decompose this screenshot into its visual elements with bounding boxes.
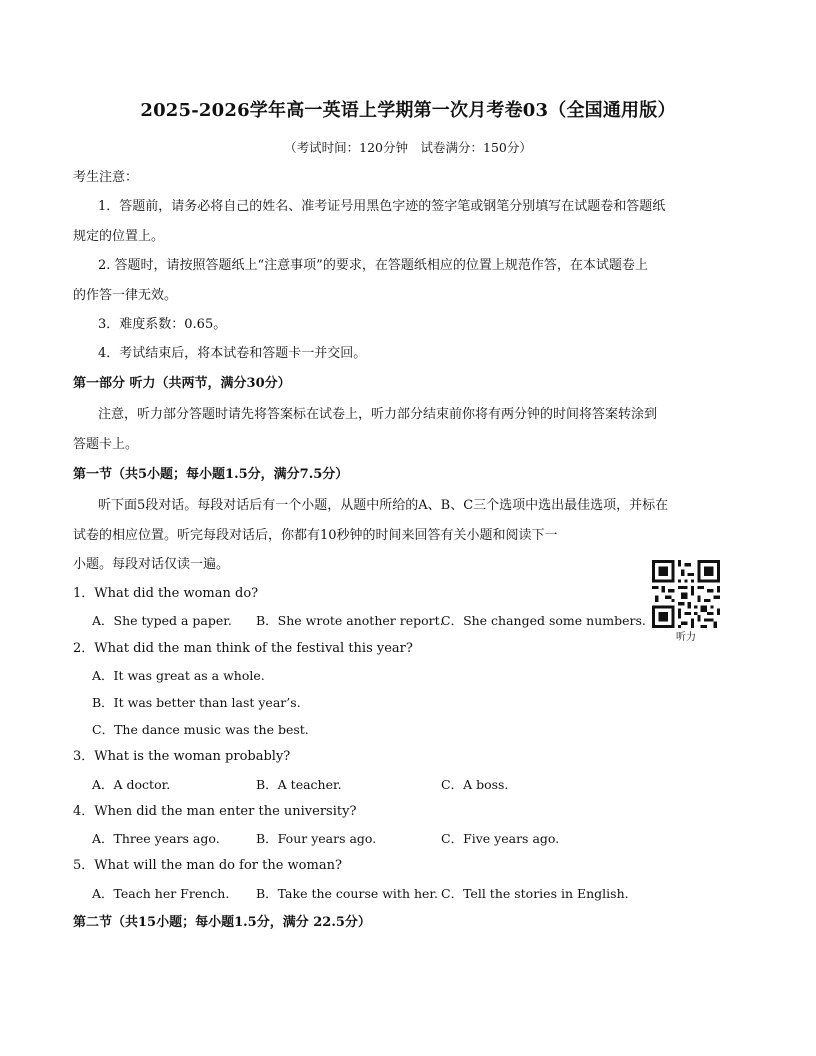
q1-option-a: A．She typed a paper.: [92, 613, 232, 628]
notice-item-1-line-1: 1．答题前，请务必将自己的姓名、准考证号用黑色字迹的签字笔或钢笔分别填写在试题卷和答题纸: [98, 199, 666, 214]
q4-option-a: A．Three years ago.: [92, 831, 220, 846]
question-5: 5．What will the man do for the woman?: [73, 858, 342, 873]
notice-item-2-line-2: 的作答一律无效。: [73, 288, 178, 303]
q5-option-a: A．Teach her French.: [92, 886, 230, 901]
question-2: 2．What did the man think of the festival this year?: [73, 641, 413, 656]
section1-heading: 第一节（共5小题；每小题1.5分，满分7.5分）: [73, 467, 349, 482]
qr-code: [652, 560, 720, 628]
page-title: 2025-2026学年高一英语上学期第一次月考卷03（全国通用版）: [140, 100, 676, 121]
q2-option-a: A．It was great as a whole.: [92, 668, 265, 683]
q4-option-c: C．Five years ago.: [441, 831, 560, 846]
q1-option-b: B．She wrote another report.: [256, 613, 444, 628]
q2-option-c: C．The dance music was the best.: [92, 722, 309, 737]
part1-note-line-1: 注意，听力部分答题时请先将答案标在试卷上，听力部分结束前你将有两分钟的时间将答案转涂到: [98, 407, 658, 422]
part1-note-line-2: 答题卡上。: [73, 437, 139, 452]
notice-item-4: 4．考试结束后，将本试卷和答题卡一并交回。: [98, 346, 367, 361]
part1-heading: 第一部分 听力（共两节，满分30分）: [73, 376, 291, 391]
notice-item-2-line-1: 2. 答题时，请按照答题纸上“注意事项”的要求，在答题纸相应的位置上规范作答，在本试题卷上: [98, 258, 648, 273]
q4-option-b: B．Four years ago.: [256, 831, 377, 846]
section1-intro-line-1: 听下面5段对话。每段对话后有一个小题，从题中所给的A、B、C三个选项中选出最佳选项，并标在: [98, 498, 669, 513]
q3-option-c: C．A boss.: [441, 777, 509, 792]
notice-heading: 考生注意：: [73, 170, 139, 185]
qr-label: 听力: [676, 632, 696, 643]
q3-option-b: B．A teacher.: [256, 777, 342, 792]
section2-heading: 第二节（共15小题；每小题1.5分，满分 22.5分）: [73, 915, 371, 930]
exam-info: （考试时间：120分钟 试卷满分：150分）: [284, 140, 532, 155]
notice-item-1-line-2: 规定的位置上。: [73, 229, 165, 244]
q2-option-b: B．It was better than last year’s.: [92, 695, 301, 710]
q3-option-a: A．A doctor.: [92, 777, 171, 792]
question-1: 1．What did the woman do?: [73, 586, 259, 601]
q5-option-c: C．Tell the stories in English.: [441, 886, 629, 901]
question-3: 3．What is the woman probably?: [73, 749, 291, 764]
notice-item-3: 3．难度系数：0.65。: [98, 317, 227, 332]
section1-intro-line-3: 小题。每段对话仅读一遍。: [73, 557, 230, 572]
section1-intro-line-2: 试卷的相应位置。听完每段对话后，你都有10秒钟的时间来回答有关小题和阅读下一: [73, 528, 558, 543]
q1-option-c: C．She changed some numbers.: [441, 613, 646, 628]
question-4: 4．When did the man enter the university?: [73, 804, 357, 819]
q5-option-b: B．Take the course with her.: [256, 886, 439, 901]
